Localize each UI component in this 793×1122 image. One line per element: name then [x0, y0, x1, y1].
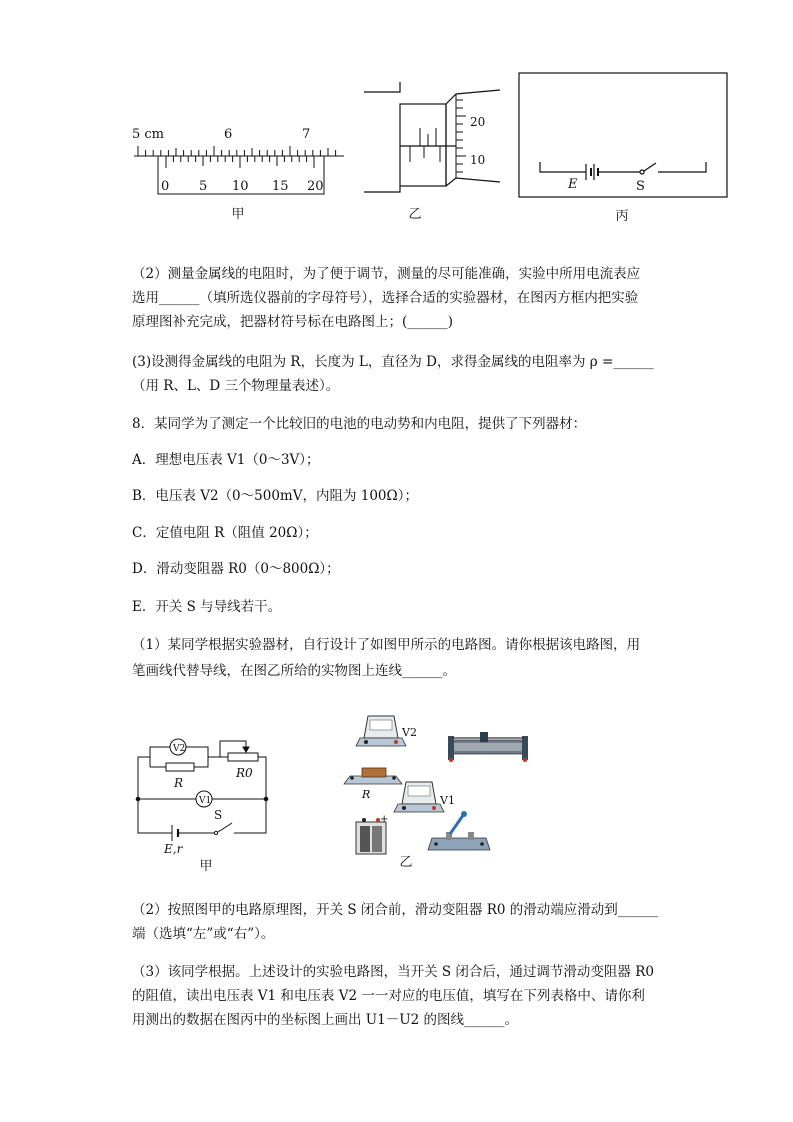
- battery-device: [356, 814, 388, 854]
- rheostat-r0-label: R0: [236, 766, 253, 780]
- thimble-ticks: [456, 100, 466, 172]
- voltmeter-v2-device: [356, 716, 406, 746]
- figure-caption-yi-mid: 乙: [399, 855, 413, 870]
- vernier-label-20: 20: [307, 179, 324, 194]
- q7-part2-line3: 原理图补充完成，把器材符号标在电路图上；(______): [132, 314, 454, 330]
- figure-caption-jia-top: 甲: [231, 207, 245, 222]
- resistor-r-symbol: [166, 763, 194, 771]
- q7-part3-line1: (3)设测得金属线的电阻为 R，长度为 L，直径为 D，求得金属线的电阻率为 ρ =______: [132, 354, 654, 370]
- battery-er-label: E,r: [164, 842, 183, 856]
- main-scale-ticks: [138, 146, 336, 156]
- knife-switch-device: [428, 811, 490, 850]
- vernier-label-10: 10: [232, 179, 249, 194]
- thimble-top-edge: [446, 90, 500, 104]
- figure-caption-jia-mid: 甲: [199, 859, 213, 874]
- v2-device-label: V2: [402, 726, 417, 739]
- resistor-device-label: R: [362, 788, 371, 801]
- main-scale-label-5cm: 5 cm: [132, 127, 165, 142]
- circuit-diagram-jia: [128, 735, 278, 875]
- wire-top-right: [258, 757, 266, 799]
- main-scale-label-7: 7: [302, 127, 311, 142]
- q8-option-e: E．开关 S 与导线若干。: [132, 599, 282, 615]
- rheostat-slider-wire: [220, 741, 246, 757]
- q8-option-d: D．滑动变阻器 R0（0～800Ω）；: [132, 561, 340, 577]
- wire-top-left: [138, 757, 150, 799]
- v2-meter-label: V2: [173, 744, 186, 754]
- q8-part3-line3: 用测出的数据在图丙中的坐标图上画出 U1－U2 的图线______。: [132, 1012, 519, 1028]
- vernier-label-5: 5: [199, 179, 208, 194]
- switch-contact: [640, 170, 644, 174]
- rheostat-slider-arrow: [243, 747, 249, 752]
- q8-option-b: B．电压表 V2（0～500mV，内阻为 100Ω）；: [132, 488, 418, 504]
- q8-part3-line1: （3）该同学根据。上述设计的实验电路图，当开关 S 闭合后，通过调节滑动变阻器 R0: [132, 964, 654, 980]
- rheostat-device: [448, 732, 528, 762]
- resistor-r-label: R: [174, 776, 184, 790]
- q8-stem: 8．某同学为了测定一个比较旧的电池的电动势和内电阻，提供了下列器材：: [132, 416, 587, 432]
- q7-part2-line2: 选用______（填所选仪器前的字母符号），选择合适的实验器材，在图丙方框内把实验: [132, 290, 639, 306]
- resistor-device: [344, 768, 402, 784]
- sleeve-ticks: [410, 128, 440, 162]
- rheostat-r0-symbol: [228, 753, 258, 761]
- switch-blade: [644, 163, 656, 171]
- switch-label: S: [636, 179, 645, 194]
- apparatus-figure-yi: [340, 710, 540, 870]
- q8-option-c: C．定值电阻 R（阻值 20Ω）；: [132, 525, 318, 541]
- q7-part3-line2: （用 R、L、D 三个物理量表述）。: [132, 378, 340, 394]
- v1-meter-label: V1: [199, 796, 212, 806]
- frame-bottom: [364, 186, 400, 192]
- q8-option-a: A．理想电压表 V1（0～3V）；: [132, 452, 320, 468]
- micrometer-figure: [360, 78, 502, 198]
- q8-part1-line2: 笔画线代替导线，在图乙所给的实物图上连线______。: [132, 663, 456, 679]
- thimble-label-20: 20: [470, 115, 486, 129]
- thimble-label-10: 10: [470, 153, 486, 167]
- thimble-bottom-edge: [446, 178, 500, 186]
- wire-right: [658, 162, 706, 172]
- switch-blade: [218, 823, 232, 832]
- vernier-label-0: 0: [161, 179, 170, 194]
- frame-top: [364, 82, 400, 92]
- wire-left: [540, 162, 586, 172]
- q7-part2-line1: （2）测量金属线的电阻时，为了便于调节，测量的尽可能准确，实验中所用电流表应: [132, 266, 641, 282]
- figure-caption-yi-top: 乙: [408, 207, 422, 222]
- switch-s-label: S: [214, 808, 223, 822]
- v1-device-label: V1: [440, 794, 455, 807]
- voltmeter-v1-device: [394, 782, 444, 812]
- figure-caption-bing-top: 丙: [615, 209, 629, 224]
- sleeve: [400, 104, 446, 186]
- q8-part3-line2: 的阻值，读出电压表 V1 和电压表 V2 一一对应的电压值，填写在下列表格中、请你利: [132, 988, 645, 1004]
- vernier-ticks: [166, 156, 314, 168]
- main-scale-label-6: 6: [224, 127, 233, 142]
- vernier-label-15: 15: [272, 179, 289, 194]
- battery-label: E: [568, 177, 578, 192]
- q8-part2-line2: 端（选填“左”或“右”）。: [132, 926, 275, 942]
- circuit-box-figure: [518, 72, 730, 202]
- q8-part2-line1: （2）按照图甲的电路原理图，开关 S 闭合前，滑动变阻器 R0 的滑动端应滑动到______: [132, 902, 659, 918]
- svg-text:+: +: [380, 814, 389, 825]
- answer-box: [519, 73, 727, 197]
- q8-part1-line1: （1）某同学根据实验器材，自行设计了如图甲所示的电路图。请你根据该电路图，用: [132, 637, 641, 653]
